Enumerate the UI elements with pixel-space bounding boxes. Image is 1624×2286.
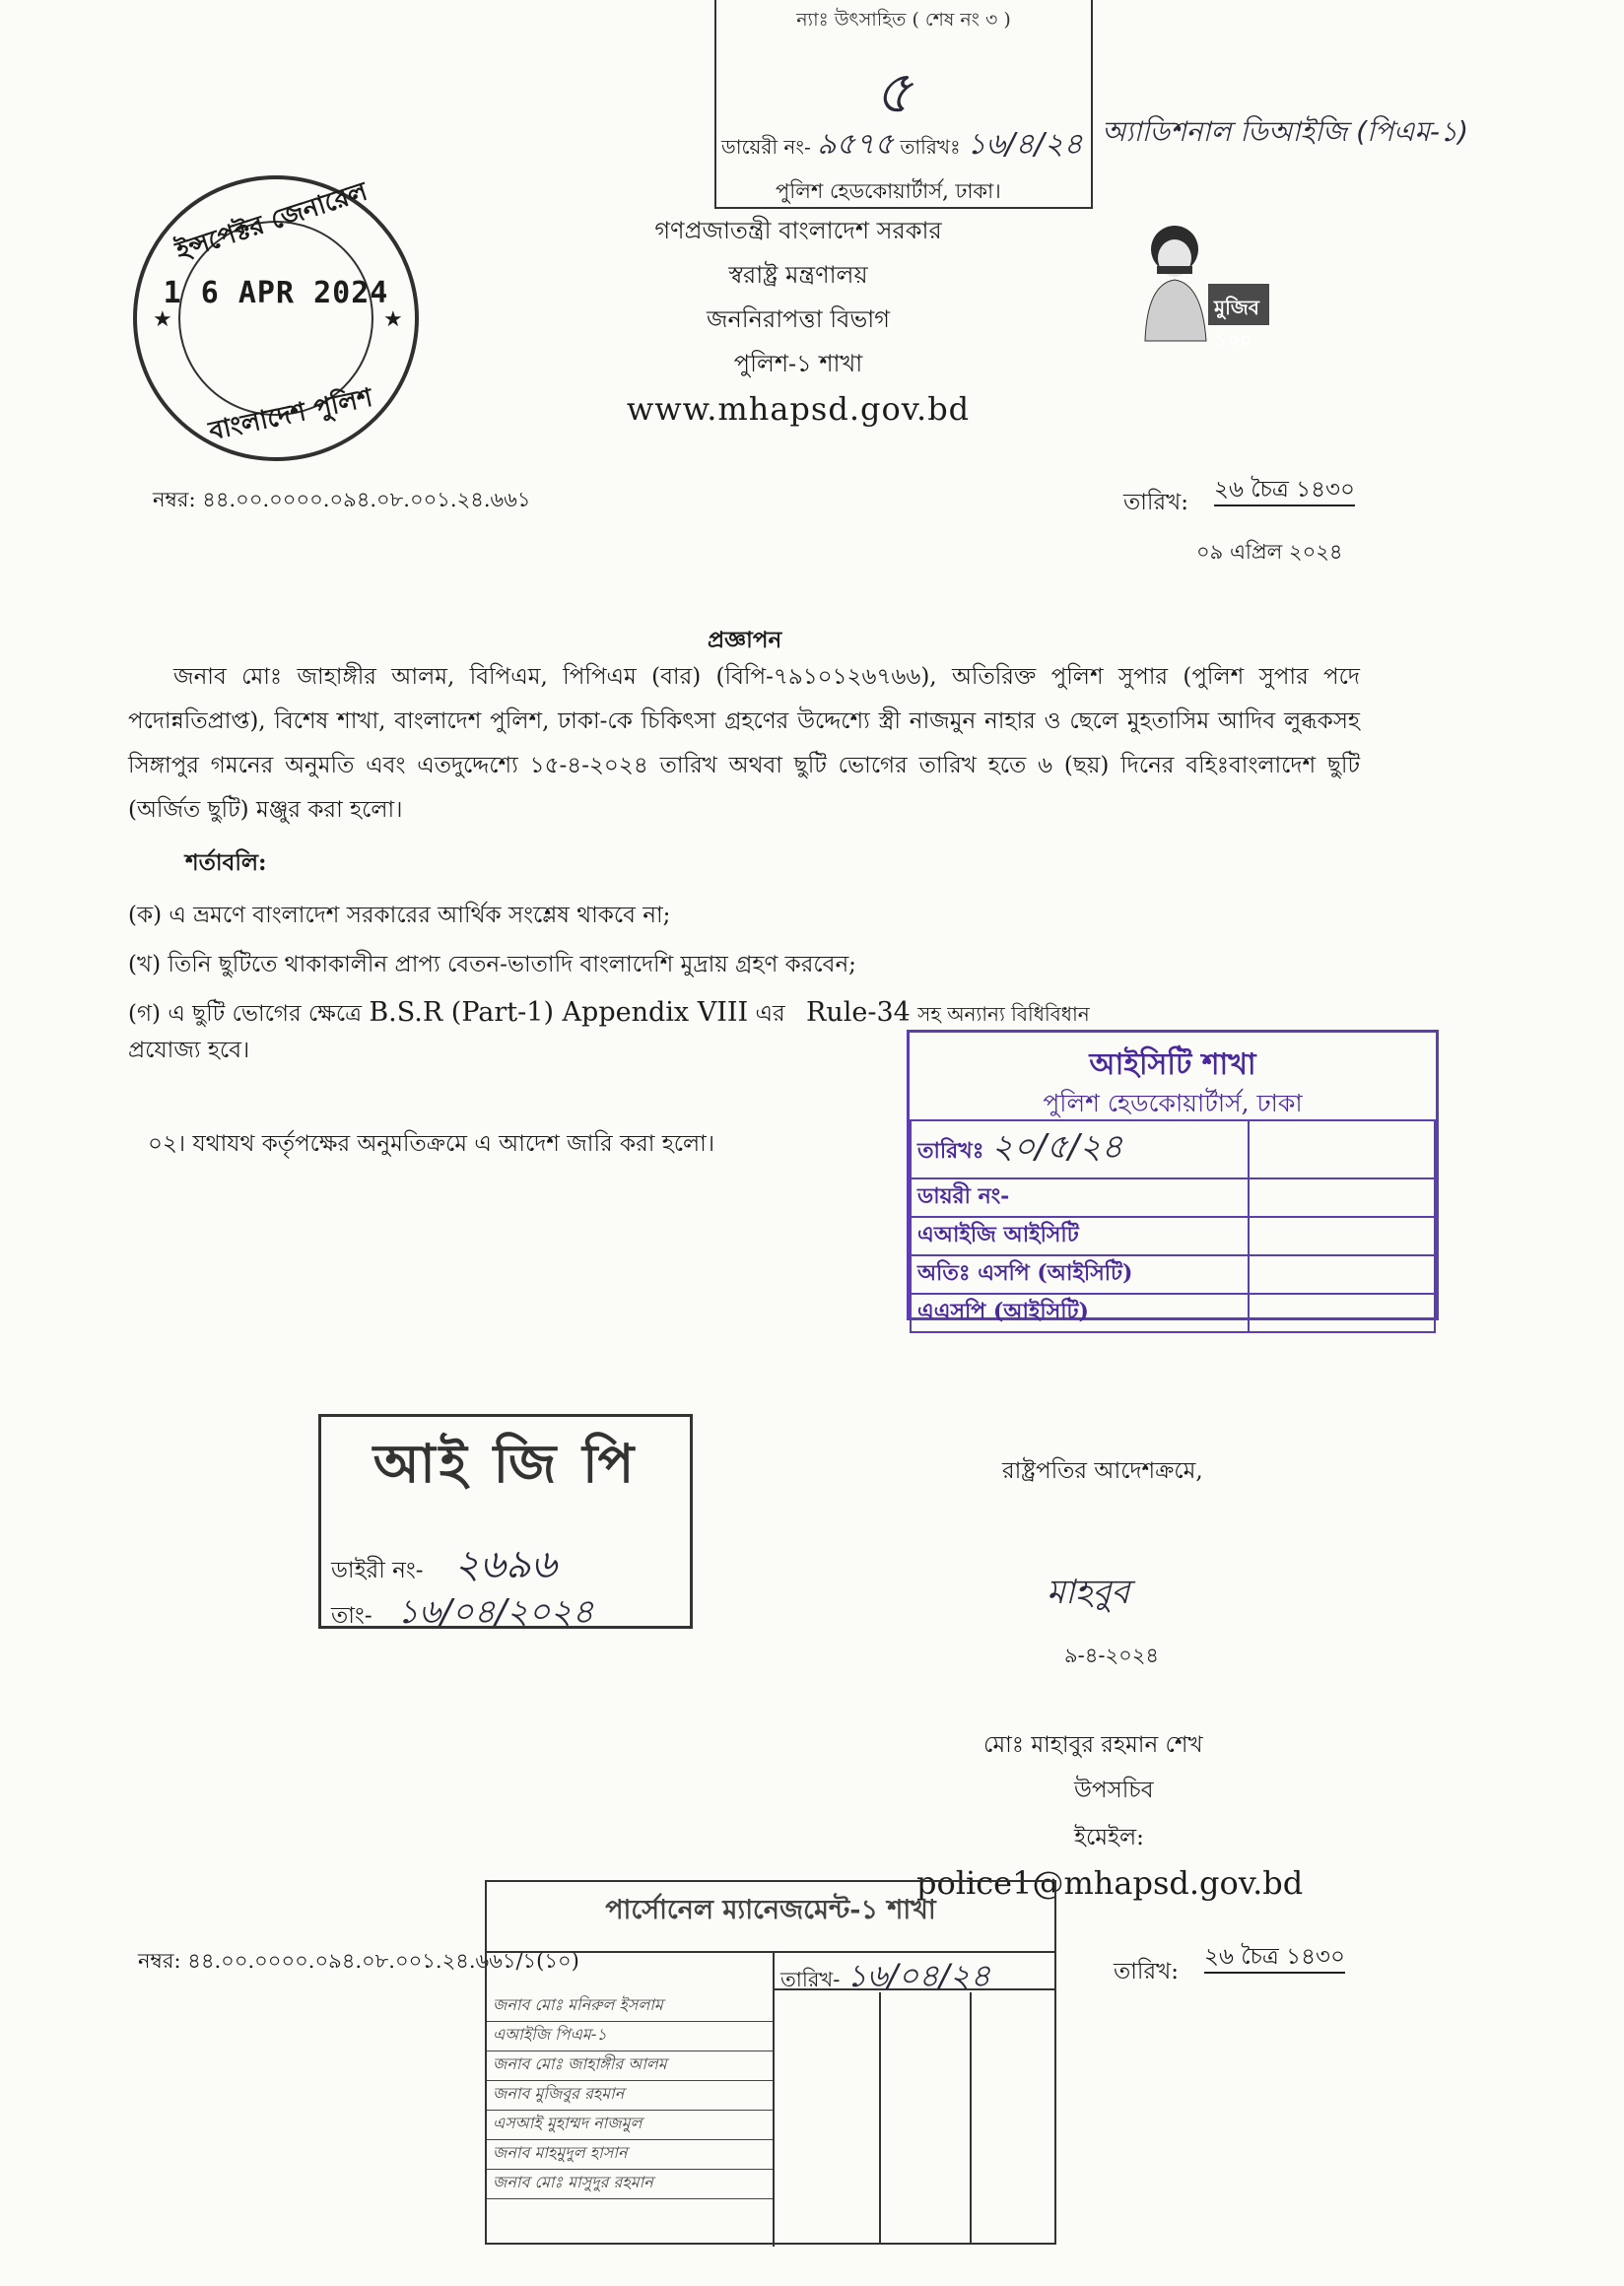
diary-stamp-line — [721, 120, 1083, 170]
list-item: এআইজি পিএম-১ — [487, 2022, 773, 2051]
igp-date: ১৬/০৪/২০২৪ — [396, 1592, 594, 1632]
ict-stamp-row — [911, 1217, 1435, 1255]
ict-row-label: অতিঃ এসপি (আইসিটি) — [911, 1255, 1249, 1294]
handwritten-routing: অ্যাডিশনাল ডিআইজি (পিএম-১) — [1102, 115, 1469, 148]
ict-stamp-row — [911, 1255, 1435, 1294]
igp-stamp-title: আই জি পি — [372, 1432, 639, 1495]
ict-row-value — [1249, 1120, 1435, 1178]
pm-stamp-date-cell — [773, 1951, 1056, 1994]
diary-number: ৯৫৭৫ — [817, 127, 895, 162]
ict-row-label: ডায়রী নং- — [911, 1178, 1249, 1217]
ict-row-value — [1249, 1217, 1435, 1255]
header-website: www.mhapsd.gov.bd — [626, 390, 971, 428]
header-section: পুলিশ-১ শাখা — [733, 350, 863, 377]
condition-a: (ক) এ ভ্রমণে বাংলাদেশ সরকারের আর্থিক সংশ্লেষ থাকবে না; — [128, 903, 671, 928]
list-item: জনাব মোঃ জাহাঙ্গীর আলম — [487, 2051, 773, 2081]
footer-date: ২৬ চৈত্র ১৪৩০ — [1204, 1944, 1345, 1974]
pm-stamp-title: পার্সোনেল ম্যানেজমেন্ট-১ শাখা — [605, 1895, 936, 1925]
ict-section-stamp — [907, 1030, 1439, 1324]
header-government: গণপ্রজাতন্ত্রী বাংলাদেশ সরকার — [654, 217, 942, 244]
ict-row-label: তারিখঃ ২০/৫/২৪ — [911, 1120, 1249, 1178]
logo-text: মুজিব ১০০ — [1214, 296, 1259, 352]
ict-stamp-row — [911, 1178, 1435, 1217]
diary-stamp-footer: পুলিশ হেডকোয়ার্টার্স, ঢাকা। — [776, 179, 1001, 203]
condition-c-rule: B.S.R (Part-1) Appendix VIII — [369, 997, 749, 1028]
condition-b: (খ) তিনি ছুটিতে থাকাকালীন প্রাপ্য বেতন-ভাতাদি বাংলাদেশি মুদ্রায় গ্রহণ করবেন; — [128, 952, 856, 977]
header-ministry: স্বরাষ্ট্র মন্ত্রণালয় — [728, 261, 868, 289]
list-item: এসআই মুহাম্মদ নাজমুল — [487, 2111, 773, 2140]
list-item: জনাব মোঃ মাসুদুর রহমান — [487, 2170, 773, 2199]
diary-label: ডায়েরী নং- — [721, 135, 811, 159]
list-item: জনাব মুজিবুর রহমান — [487, 2081, 773, 2111]
memo-number-value: ৪৪.০০.০০০০.০৯৪.০৮.০০১.২৪.৬৬১ — [202, 488, 531, 511]
condition-c — [128, 997, 1090, 1029]
diary-date: ১৬/৪/২৪ — [967, 127, 1083, 162]
personnel-management-stamp — [485, 1880, 1056, 2245]
email-address[interactable]: police1@mhapsd.gov.bd — [916, 1864, 1304, 1902]
star-icon: ★ — [383, 307, 403, 332]
ict-row-value — [1249, 1178, 1435, 1217]
signatory-name: মোঃ মাহাবুর রহমান শেখ — [983, 1732, 1203, 1758]
ict-row-value — [1249, 1255, 1435, 1294]
igp-office-seal — [133, 175, 419, 461]
ict-row-label: এআইজি আইসিটি — [911, 1217, 1249, 1255]
pm-stamp-divider — [773, 1951, 775, 2247]
condition-c-prefix: (গ) এ ছুটি ভোগের ক্ষেত্রে — [128, 1001, 363, 1027]
diary-stamp-numeral: ৫ — [874, 58, 913, 127]
memo-date-bangla: ২৬ চৈত্র ১৪৩০ — [1214, 477, 1355, 506]
ict-stamp-table — [910, 1119, 1436, 1333]
ict-row-label: এএসপি (আইসিটি) — [911, 1294, 1249, 1332]
ict-stamp-row — [911, 1120, 1435, 1178]
diary-stamp-top-text: ন্যাঃ উৎসাহিত ( শেষ নং ৩ ) — [796, 9, 1011, 31]
igp-diary-label: ডাইরী নং- — [331, 1558, 424, 1583]
footer-memo-number-label: নম্বর: — [138, 1949, 181, 1973]
notification-title: প্রজ্ঞাপন — [708, 627, 782, 653]
condition-c-line2: প্রযোজ্য হবে। — [128, 1038, 250, 1063]
ict-stamp-subtitle: পুলিশ হেডকোয়ার্টার্স, ঢাকা — [1043, 1089, 1303, 1117]
seal-bottom-text: বাংলাদেশ পুলিশ — [206, 382, 375, 447]
pm-stamp-name-list — [487, 1992, 773, 2199]
list-item: জনাব মোঃ মনিরুল ইসলাম — [487, 1992, 773, 2022]
condition-c-mid: এর — [755, 1001, 785, 1027]
ict-handwritten-date: ২০/৫/২৪ — [991, 1127, 1123, 1167]
signature: মাহবুব — [1047, 1573, 1130, 1612]
header-division: জননিরাপত্তা বিভাগ — [707, 305, 890, 333]
notification-body: জনাব মোঃ জাহাঙ্গীর আলম, বিপিএম, পিপিএম (বার) (বিপি-৭৯১০১২৬৭৬৬), অতিরিক্ত পুলিশ সুপার (পুলিশ সুপার পদে পদোন্নতিপ্রাপ্ত), বিশেষ শাখা, বাংলাদেশ পুলিশ, ঢাকা-কে চিকিৎসা গ্রহণের উদ্দেশ্যে স্ত্রী নাজমুন নাহার ও ছেলে মুহতাসিম আদিব লুব্ধকসহ সিঙ্গাপুর গমনের অনুমতি এবং এতদুদ্দেশ্যে ১৫-৪-২০২৪ তারিখ অথবা ছুটি ভোগের তারিখ হতে ৬ (ছয়) দিনের বহিঃবাংলাদেশ ছুটি (অর্জিত ছুটি) মঞ্জুর করা হলো। — [128, 664, 1360, 823]
email-label: ইমেইল: — [1074, 1825, 1144, 1850]
seal-top-text: ইন্সপেক্টর জেনারেল — [172, 176, 372, 267]
signatory-designation: উপসচিব — [1074, 1778, 1154, 1803]
footer-memo-number-value: ৪৪.০০.০০০০.০৯৪.০৮.০০১.২৪.৬৬১/১(১০) — [187, 1949, 579, 1973]
list-item: জনাব মাহমুদুল হাসান — [487, 2140, 773, 2170]
igp-diary-number: ২৬৯৬ — [453, 1542, 557, 1587]
footer-date-label: তারিখ: — [1114, 1959, 1180, 1984]
conditions-heading: শর্তাবলি: — [185, 849, 267, 876]
igp-date-label: তাং- — [331, 1603, 372, 1629]
presidential-order-line: রাষ্ট্রপতির আদেশক্রমে, — [1002, 1458, 1203, 1484]
seal-date: 1 6 APR 2024 — [163, 276, 389, 310]
ict-row-value — [1249, 1294, 1435, 1332]
memo-number-label: নম্বর: — [153, 488, 196, 511]
igp-date-line — [331, 1586, 594, 1643]
memo-date-label: তারিখ: — [1123, 490, 1189, 515]
condition-c-suffix: সহ অন্যান্য বিধিবিধান — [917, 1002, 1090, 1026]
date-label: তারিখঃ — [900, 135, 961, 159]
memo-date-gregorian: ০৯ এপ্রিল ২০২৪ — [1196, 540, 1343, 564]
igp-diary-stamp — [318, 1414, 693, 1632]
ict-stamp-row — [911, 1294, 1435, 1332]
mujib-100-logo — [1123, 215, 1301, 352]
star-icon: ★ — [153, 307, 172, 332]
pm-date: ১৬/০৪/২৪ — [846, 1957, 991, 1994]
diary-stamp — [714, 0, 1093, 209]
condition-c-rule2: Rule-34 — [806, 997, 911, 1028]
ict-stamp-title: আইসিটি শাখা — [1089, 1047, 1256, 1082]
memo-number — [153, 488, 530, 512]
paragraph-02: ০২। যথাযথ কর্তৃপক্ষের অনুমতিক্রমে এ আদেশ জারি করা হলো। — [148, 1131, 715, 1157]
signature-date: ৯-৪-২০২৪ — [1064, 1644, 1160, 1667]
pm-date-label: তারিখ- — [780, 1968, 841, 1991]
pm-stamp-column — [879, 1992, 972, 2244]
